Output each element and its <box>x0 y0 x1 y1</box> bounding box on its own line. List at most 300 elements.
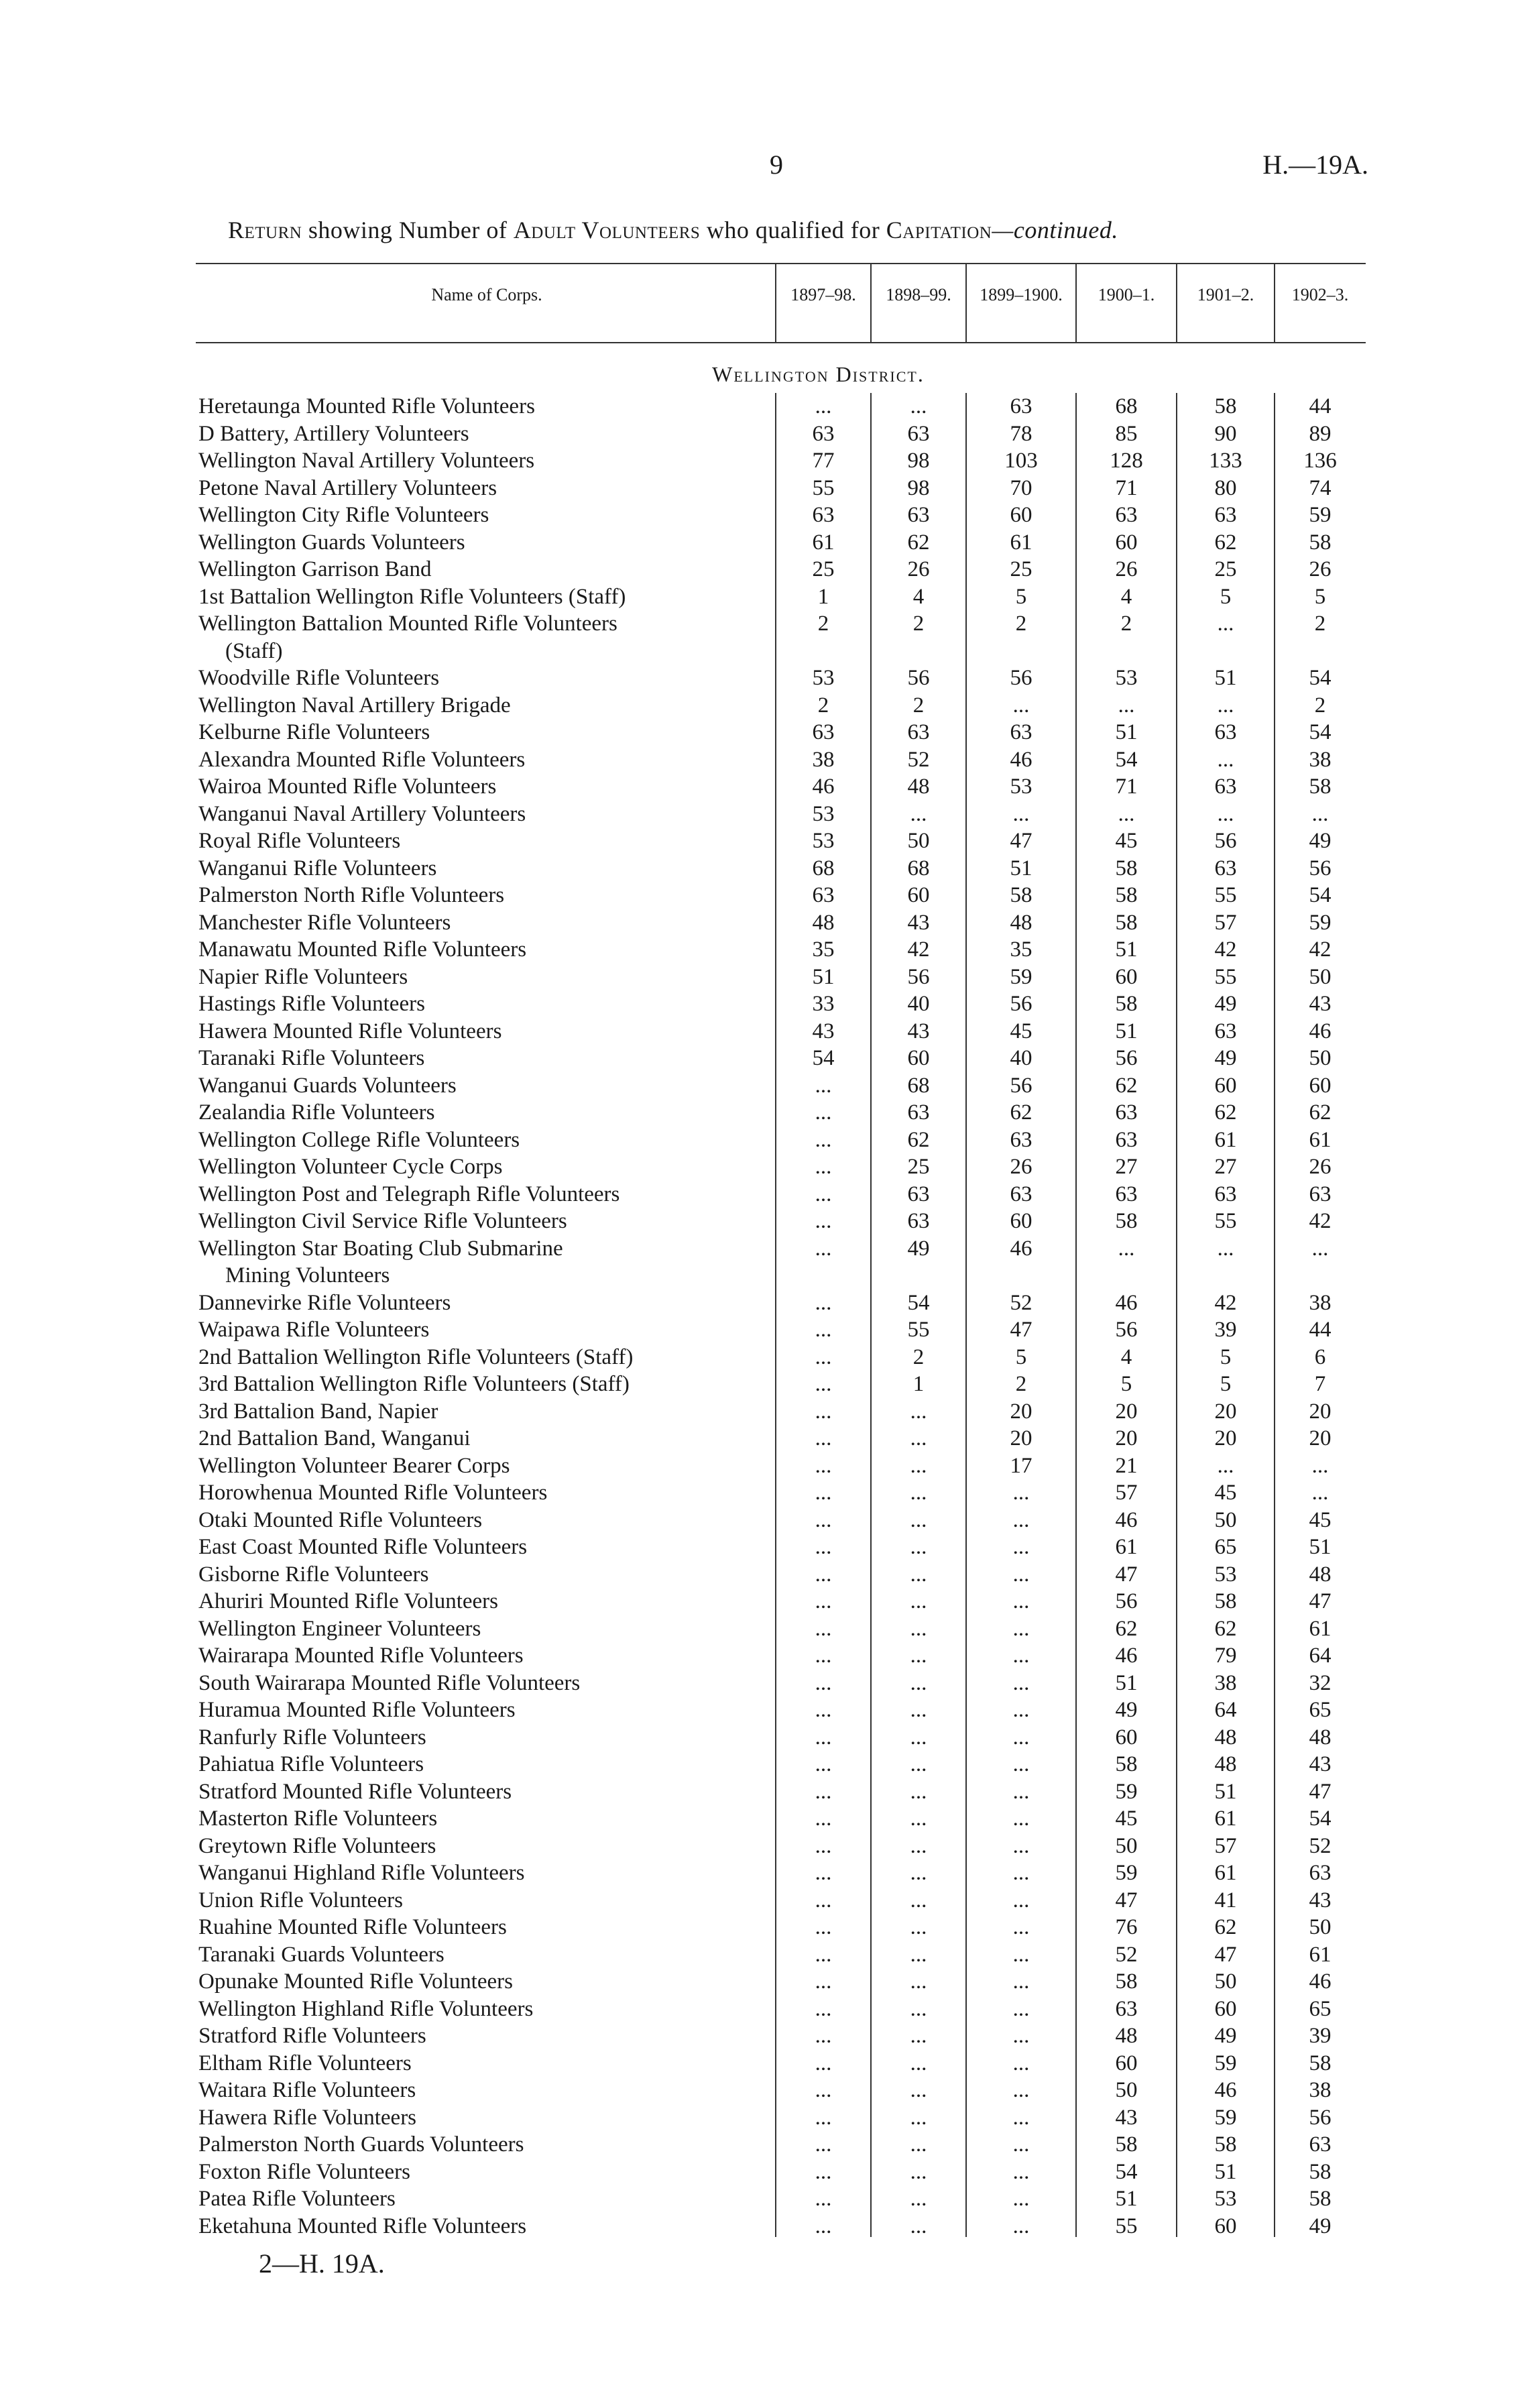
corps-name-text: South Wairarapa Mounted Rifle Volunteers <box>198 1670 581 1695</box>
value-cell: 54 <box>1309 883 1332 907</box>
corps-name-text: Eketahuna Mounted Rifle Volunteers <box>198 2214 527 2238</box>
corps-name-text: Taranaki Rifle Volunteers <box>198 1046 425 1070</box>
value-cell: 45 <box>1115 829 1138 853</box>
value-cell: ... <box>815 1372 832 1396</box>
corps-name <box>198 692 762 720</box>
value-cell: 48 <box>907 775 930 799</box>
value-cell: ... <box>910 801 927 826</box>
value-cell: 52 <box>907 747 930 772</box>
value-cell: ... <box>815 2132 832 2157</box>
table-row <box>0 1045 1536 1072</box>
corps-name <box>198 827 762 855</box>
corps-name-text: Foxton Rifle Volunteers <box>198 2159 410 2184</box>
value-cell: 62 <box>1214 1616 1237 1641</box>
table-row <box>0 719 1536 746</box>
table-row <box>0 964 1536 991</box>
corps-name <box>198 801 762 828</box>
table-row <box>0 583 1536 611</box>
corps-name <box>198 1371 762 1398</box>
table-row <box>0 2131 1536 2159</box>
value-cell: 63 <box>907 503 930 527</box>
corps-name <box>198 1344 762 1371</box>
corps-name <box>198 1996 762 2023</box>
corps-name <box>198 2185 762 2213</box>
value-cell: ... <box>910 1698 927 1722</box>
value-cell: 51 <box>1010 856 1032 880</box>
value-cell: ... <box>1217 1453 1234 1478</box>
corps-name-text: Ruahine Mounted Rifle Volunteers <box>198 1915 507 1939</box>
corps-name <box>198 1615 762 1643</box>
value-cell: 54 <box>1309 720 1332 744</box>
value-cell: 26 <box>907 557 930 581</box>
value-cell: 40 <box>1010 1046 1032 1070</box>
value-cell: ... <box>1012 1833 1030 1858</box>
value-cell: 58 <box>1115 856 1138 880</box>
value-cell: 76 <box>1115 1915 1138 1939</box>
corps-name-text: Wanganui Highland Rifle Volunteers <box>198 1861 525 1885</box>
table-row <box>0 556 1536 583</box>
value-cell: ... <box>815 1236 832 1261</box>
value-cell: 54 <box>1309 1807 1332 1831</box>
column-header-year: 1900–1. <box>1098 285 1155 304</box>
value-cell: 57 <box>1115 1481 1138 1505</box>
corps-name <box>198 882 762 909</box>
value-cell: ... <box>815 1698 832 1722</box>
value-cell: 58 <box>1309 2187 1332 2211</box>
value-cell: ... <box>815 1915 832 1939</box>
header-divider <box>1176 263 1177 342</box>
value-cell: 20 <box>1309 1426 1332 1450</box>
value-cell: ... <box>815 1725 832 1750</box>
value-cell: ... <box>1012 2159 1030 2184</box>
table-row <box>0 2077 1536 2104</box>
value-cell: 56 <box>1115 1046 1138 1070</box>
corps-name <box>198 2050 762 2077</box>
value-cell: 43 <box>1309 1752 1332 1776</box>
value-cell: 20 <box>1214 1426 1237 1450</box>
value-cell: 63 <box>1115 1182 1138 1206</box>
value-cell: 71 <box>1115 775 1138 799</box>
value-cell: ... <box>815 2051 832 2075</box>
corps-name <box>198 855 762 882</box>
value-cell: 55 <box>1115 2214 1138 2238</box>
value-cell: 25 <box>1010 557 1032 581</box>
value-cell: ... <box>1012 1481 1030 1505</box>
value-cell: ... <box>910 1399 927 1424</box>
corps-name <box>198 1289 762 1317</box>
value-cell: 56 <box>907 666 930 690</box>
value-cell: 20 <box>1010 1426 1032 1450</box>
value-cell: ... <box>1217 693 1234 718</box>
value-cell: ... <box>910 1481 927 1505</box>
value-cell: 54 <box>1309 666 1332 690</box>
value-cell: ... <box>1012 2078 1030 2102</box>
corps-name <box>198 1968 762 1996</box>
value-cell: ... <box>815 1127 832 1152</box>
corps-name-text: Wellington Civil Service Rifle Volunteers <box>198 1209 567 1233</box>
value-cell: 27 <box>1115 1155 1138 1179</box>
corps-name <box>198 447 762 475</box>
table-row <box>0 1507 1536 1534</box>
value-cell: 133 <box>1209 449 1242 473</box>
value-cell: ... <box>1012 1589 1030 1613</box>
value-cell: 60 <box>1010 1209 1032 1233</box>
value-cell: 43 <box>812 1019 835 1043</box>
caption-part: Capitation <box>886 217 992 243</box>
value-cell: ... <box>815 1453 832 1478</box>
table-row <box>0 855 1536 882</box>
value-cell: 48 <box>1214 1752 1237 1776</box>
corps-name-text: Taranaki Guards Volunteers <box>198 1942 445 1967</box>
table-row <box>0 1127 1536 1154</box>
value-cell: ... <box>910 1969 927 1994</box>
value-cell: 5 <box>1120 1372 1132 1396</box>
corps-name-text: East Coast Mounted Rifle Volunteers <box>198 1535 528 1559</box>
value-cell: ... <box>910 1996 927 2021</box>
value-cell: 38 <box>812 747 835 772</box>
value-cell: 60 <box>1214 1996 1237 2021</box>
table-row <box>0 2022 1536 2050</box>
value-cell: 26 <box>1309 557 1332 581</box>
value-cell: 39 <box>1214 1318 1237 1342</box>
value-cell: 60 <box>1115 1725 1138 1750</box>
corps-name <box>198 746 762 774</box>
value-cell: 63 <box>1010 720 1032 744</box>
district-heading: Wellington District. <box>712 362 925 386</box>
value-cell: 50 <box>1115 1833 1138 1858</box>
value-cell: 68 <box>907 856 930 880</box>
value-cell: ... <box>1012 1507 1030 1532</box>
value-cell: 42 <box>907 937 930 962</box>
value-cell: 1 <box>817 584 829 609</box>
corps-name-text: Wellington City Rifle Volunteers <box>198 503 489 527</box>
value-cell: ... <box>1012 1779 1030 1804</box>
value-cell: 46 <box>1010 747 1032 772</box>
corps-name <box>198 583 762 611</box>
value-cell: 63 <box>907 1182 930 1206</box>
value-cell: 71 <box>1115 475 1138 500</box>
table-row <box>0 1344 1536 1371</box>
value-cell: 48 <box>812 910 835 935</box>
value-cell: 42 <box>1309 937 1332 962</box>
corps-name <box>198 1805 762 1833</box>
value-cell: 20 <box>1010 1399 1032 1424</box>
corps-name <box>198 1208 762 1235</box>
value-cell: 63 <box>1309 1861 1332 1885</box>
value-cell: 46 <box>1309 1019 1332 1043</box>
value-cell: ... <box>910 1833 927 1858</box>
value-cell: 63 <box>907 720 930 744</box>
value-cell: 2 <box>912 1344 925 1369</box>
value-cell: 56 <box>1115 1318 1138 1342</box>
value-cell: 65 <box>1214 1535 1237 1559</box>
header-divider <box>1274 263 1275 342</box>
corps-name <box>198 719 762 746</box>
corps-name-text: Palmerston North Rifle Volunteers <box>198 883 505 907</box>
value-cell: 39 <box>1309 2024 1332 2048</box>
value-cell: ... <box>815 2159 832 2184</box>
value-cell: 60 <box>1309 1073 1332 1098</box>
corps-name-continuation: Mining Volunteers <box>225 1263 390 1287</box>
corps-name-text: Gisborne Rifle Volunteers <box>198 1562 429 1587</box>
value-cell: ... <box>1012 1562 1030 1587</box>
value-cell: 53 <box>1115 666 1138 690</box>
value-cell: 63 <box>1115 1996 1138 2021</box>
corps-name <box>198 2131 762 2159</box>
table-row <box>0 773 1536 801</box>
corps-name <box>198 1642 762 1670</box>
corps-name <box>198 1507 762 1534</box>
value-cell: 58 <box>1309 2159 1332 2184</box>
table-row <box>0 665 1536 692</box>
value-cell: 63 <box>812 503 835 527</box>
value-cell: ... <box>910 1644 927 1668</box>
column-header-name: Name of Corps. <box>431 285 542 304</box>
value-cell: 54 <box>907 1290 930 1315</box>
corps-name <box>198 1072 762 1100</box>
value-cell: 46 <box>812 775 835 799</box>
value-cell: ... <box>815 1562 832 1587</box>
corps-name-text: Wanganui Rifle Volunteers <box>198 856 437 880</box>
corps-name-continuation: (Staff) <box>225 638 283 663</box>
header-top-rule <box>196 263 1366 264</box>
value-cell: 61 <box>1010 530 1032 555</box>
table-row <box>0 1996 1536 2023</box>
value-cell: ... <box>815 1996 832 2021</box>
corps-name-text: Hastings Rifle Volunteers <box>198 992 425 1016</box>
value-cell: 48 <box>1010 910 1032 935</box>
value-cell: 51 <box>1214 2159 1237 2184</box>
corps-name <box>198 1452 762 1480</box>
value-cell: 25 <box>1214 557 1237 581</box>
value-cell: 60 <box>1115 964 1138 989</box>
value-cell: 50 <box>1214 1969 1237 1994</box>
value-cell: 62 <box>1214 530 1237 555</box>
value-cell: ... <box>815 1426 832 1450</box>
value-cell: 63 <box>1010 1182 1032 1206</box>
value-cell: 58 <box>1115 1209 1138 1233</box>
value-cell: 60 <box>907 883 930 907</box>
table-row <box>0 1588 1536 1615</box>
value-cell: ... <box>815 1100 832 1125</box>
value-cell: 53 <box>1010 775 1032 799</box>
value-cell: ... <box>1012 1942 1030 1967</box>
value-cell: 6 <box>1314 1344 1326 1369</box>
value-cell: 51 <box>812 964 835 989</box>
value-cell: ... <box>815 2024 832 2048</box>
value-cell: 58 <box>1115 1969 1138 1994</box>
value-cell: 58 <box>1214 1589 1237 1613</box>
value-cell: 46 <box>1309 1969 1332 1994</box>
table-row <box>0 1018 1536 1045</box>
corps-name-text: Greytown Rifle Volunteers <box>198 1833 436 1858</box>
value-cell: ... <box>1311 1453 1329 1478</box>
value-cell: ... <box>815 1344 832 1369</box>
value-cell: ... <box>815 1209 832 1233</box>
value-cell: ... <box>910 1589 927 1613</box>
value-cell: 56 <box>1010 666 1032 690</box>
value-cell: 33 <box>812 992 835 1016</box>
value-cell: ... <box>1012 2187 1030 2211</box>
value-cell: 59 <box>1115 1779 1138 1804</box>
value-cell: ... <box>1012 1670 1030 1695</box>
value-cell: 5 <box>1015 1344 1027 1369</box>
value-cell: 49 <box>1309 2214 1332 2238</box>
value-cell: 63 <box>1214 856 1237 880</box>
table-row <box>0 1724 1536 1752</box>
value-cell: 103 <box>1004 449 1038 473</box>
value-cell: 56 <box>1309 856 1332 880</box>
value-cell: ... <box>815 1942 832 1967</box>
corps-name <box>198 1018 762 1045</box>
corps-name <box>198 1859 762 1887</box>
corps-name-text: Opunake Mounted Rifle Volunteers <box>198 1969 513 1994</box>
value-cell: ... <box>815 2214 832 2238</box>
value-cell: 55 <box>1214 964 1237 989</box>
value-cell: 5 <box>1220 1344 1232 1369</box>
value-cell: 47 <box>1115 1888 1138 1912</box>
value-cell: ... <box>815 1399 832 1424</box>
corps-name <box>198 475 762 502</box>
value-cell: 46 <box>1115 1290 1138 1315</box>
corps-name <box>198 1833 762 1860</box>
value-cell: 49 <box>1214 992 1237 1016</box>
corps-name-text: Wellington Volunteer Bearer Corps <box>198 1453 510 1478</box>
value-cell: 59 <box>1214 2051 1237 2075</box>
page-number: 9 <box>770 150 783 180</box>
value-cell: 41 <box>1214 1888 1237 1912</box>
value-cell: 63 <box>1309 1182 1332 1206</box>
value-cell: 2 <box>1314 693 1326 718</box>
value-cell: ... <box>815 1888 832 1912</box>
value-cell: 51 <box>1214 1779 1237 1804</box>
corps-name <box>198 502 762 529</box>
value-cell: 60 <box>1214 1073 1237 1098</box>
value-cell: 47 <box>1115 1562 1138 1587</box>
corps-name <box>198 1670 762 1697</box>
corps-name-text: Masterton Rifle Volunteers <box>198 1807 438 1831</box>
corps-name-text: Pahiatua Rifle Volunteers <box>198 1752 424 1776</box>
table-row <box>0 1452 1536 1480</box>
value-cell: ... <box>910 1670 927 1695</box>
corps-name <box>198 1751 762 1778</box>
corps-name-text: Waipawa Rifle Volunteers <box>198 1318 430 1342</box>
value-cell: 53 <box>812 829 835 853</box>
value-cell: 61 <box>1309 1127 1332 1152</box>
table-row <box>0 990 1536 1018</box>
value-cell: ... <box>815 1861 832 1885</box>
value-cell: 48 <box>1309 1562 1332 1587</box>
value-cell: 56 <box>1214 829 1237 853</box>
table-row <box>0 393 1536 420</box>
value-cell: 46 <box>1214 2078 1237 2102</box>
value-cell: 47 <box>1309 1779 1332 1804</box>
value-cell: 53 <box>812 801 835 826</box>
value-cell: ... <box>910 2132 927 2157</box>
value-cell: 47 <box>1309 1589 1332 1613</box>
corps-name-text: Wellington Naval Artillery Volunteers <box>198 449 535 473</box>
value-cell: 46 <box>1115 1644 1138 1668</box>
value-cell: 62 <box>907 530 930 555</box>
value-cell: 60 <box>1115 530 1138 555</box>
value-cell: 43 <box>907 1019 930 1043</box>
table-row <box>0 1887 1536 1914</box>
corps-name-text: Manchester Rifle Volunteers <box>198 910 451 935</box>
corps-name <box>198 1099 762 1127</box>
value-cell: 50 <box>1214 1507 1237 1532</box>
corps-name-text: Palmerston North Guards Volunteers <box>198 2132 524 2157</box>
value-cell: 42 <box>1214 1290 1237 1315</box>
corps-name <box>198 1778 762 1806</box>
value-cell: 20 <box>1115 1399 1138 1424</box>
corps-name <box>198 1045 762 1072</box>
value-cell: 46 <box>1010 1236 1032 1261</box>
value-cell: ... <box>910 1725 927 1750</box>
value-cell: 51 <box>1115 720 1138 744</box>
value-cell: 4 <box>912 584 925 609</box>
value-cell: 38 <box>1309 1290 1332 1315</box>
table-row <box>0 2185 1536 2213</box>
corps-name-text: Zealandia Rifle Volunteers <box>198 1100 435 1125</box>
value-cell: 2 <box>1015 612 1027 636</box>
value-cell: ... <box>910 2105 927 2130</box>
value-cell: ... <box>910 2078 927 2102</box>
corps-name-text: D Battery, Artillery Volunteers <box>198 421 469 446</box>
value-cell: 48 <box>1115 2024 1138 2048</box>
value-cell: 53 <box>812 666 835 690</box>
value-cell: ... <box>910 1861 927 1885</box>
value-cell: 63 <box>1115 503 1138 527</box>
table-row <box>0 1099 1536 1127</box>
value-cell: ... <box>815 1969 832 1994</box>
table-row <box>0 1072 1536 1100</box>
value-cell: 58 <box>1115 1752 1138 1776</box>
corps-name <box>198 556 762 583</box>
corps-name-text: Wanganui Naval Artillery Volunteers <box>198 801 526 826</box>
value-cell: 59 <box>1309 910 1332 935</box>
column-header-year: 1898–99. <box>886 285 951 304</box>
value-cell: ... <box>1012 2051 1030 2075</box>
value-cell: ... <box>1311 801 1329 826</box>
corps-name-text: Huramua Mounted Rifle Volunteers <box>198 1698 516 1722</box>
value-cell: 61 <box>1214 1807 1237 1831</box>
value-cell: ... <box>910 1562 927 1587</box>
value-cell: 51 <box>1115 2187 1138 2211</box>
value-cell: ... <box>910 1535 927 1559</box>
table-row <box>0 2159 1536 2186</box>
corps-name <box>198 1724 762 1752</box>
value-cell: 58 <box>1115 2132 1138 2157</box>
corps-name-text: Heretaunga Mounted Rifle Volunteers <box>198 394 535 418</box>
value-cell: ... <box>910 1426 927 1450</box>
value-cell: 26 <box>1115 557 1138 581</box>
corps-name <box>198 2077 762 2104</box>
value-cell: 59 <box>1214 2105 1237 2130</box>
corps-name-text: Kelburne Rifle Volunteers <box>198 720 430 744</box>
corps-name <box>198 610 762 665</box>
table-row <box>0 475 1536 502</box>
table-row <box>0 801 1536 828</box>
value-cell: 51 <box>1115 937 1138 962</box>
value-cell: 59 <box>1010 964 1032 989</box>
table-row <box>0 1316 1536 1344</box>
value-cell: 49 <box>1115 1698 1138 1722</box>
value-cell: 55 <box>1214 883 1237 907</box>
value-cell: 56 <box>1309 2105 1332 2130</box>
table-row <box>0 882 1536 909</box>
table-row <box>0 1968 1536 1996</box>
value-cell: 56 <box>1010 1073 1032 1098</box>
